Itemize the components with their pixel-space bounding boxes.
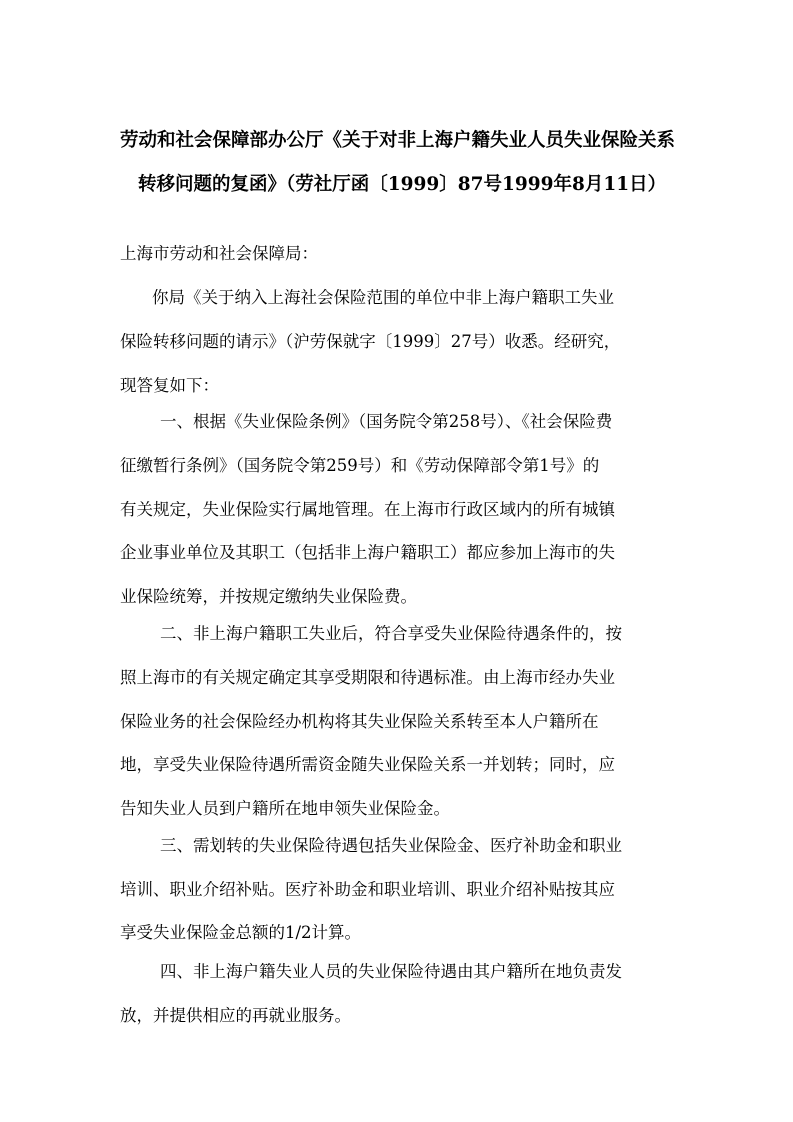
paragraph-1-line: 有关规定，失业保险实行属地管理。在上海市行政区域内的所有城镇: [120, 500, 615, 519]
paragraph-1-line: 一、根据《失业保险条例》（国务院令第258号）、《社会保险费: [160, 412, 613, 431]
paragraph-1-line: 企业事业单位及其职工（包括非上海户籍职工）都应参加上海市的失: [120, 543, 615, 562]
document-title-line-2: 转移问题的复函》（劳社厅函〔1999〕87号1999年8月11日）: [138, 174, 667, 195]
salutation: 上海市劳动和社会保障局：: [120, 244, 318, 263]
paragraph-2-line: 照上海市的有关规定确定其享受期限和待遇标准。由上海市经办失业: [120, 668, 615, 687]
paragraph-intro-line: 现答复如下：: [120, 376, 219, 395]
paragraph-4-line: 放，并提供相应的再就业服务。: [120, 1006, 351, 1025]
paragraph-2-line: 地，享受失业保险待遇所需资金随失业保险关系一并划转；同时，应: [120, 755, 615, 774]
paragraph-3-line: 培训、职业介绍补贴。医疗补助金和职业培训、职业介绍补贴按其应: [120, 880, 615, 899]
paragraph-1-line: 业保险统筹，并按规定缴纳失业保险费。: [120, 587, 417, 606]
paragraph-intro-line: 保险转移问题的请示》（沪劳保就字〔1999〕27号）收悉。经研究，: [120, 332, 621, 351]
document-title-line-1: 劳动和社会保障部办公厅《关于对非上海户籍失业人员失业保险关系: [120, 130, 676, 151]
paragraph-1-line: 征缴暂行条例》（国务院令第259号）和《劳动保障部令第1号》的: [120, 456, 600, 475]
paragraph-3-line: 三、需划转的失业保险待遇包括失业保险金、医疗补助金和职业: [160, 836, 622, 855]
paragraph-3-line: 享受失业保险金总额的1/2计算。: [120, 923, 362, 942]
paragraph-2-line: 告知失业人员到户籍所在地申领失业保险金。: [120, 799, 450, 818]
paragraph-4-line: 四、非上海户籍失业人员的失业保险待遇由其户籍所在地负责发: [160, 962, 622, 981]
paragraph-2-line: 二、非上海户籍职工失业后，符合享受失业保险待遇条件的，按: [160, 624, 622, 643]
paragraph-2-line: 保险业务的社会保险经办机构将其失业保险关系转至本人户籍所在: [120, 712, 599, 731]
paragraph-intro-line: 你局《关于纳入上海社会保险范围的单位中非上海户籍职工失业: [152, 288, 614, 307]
